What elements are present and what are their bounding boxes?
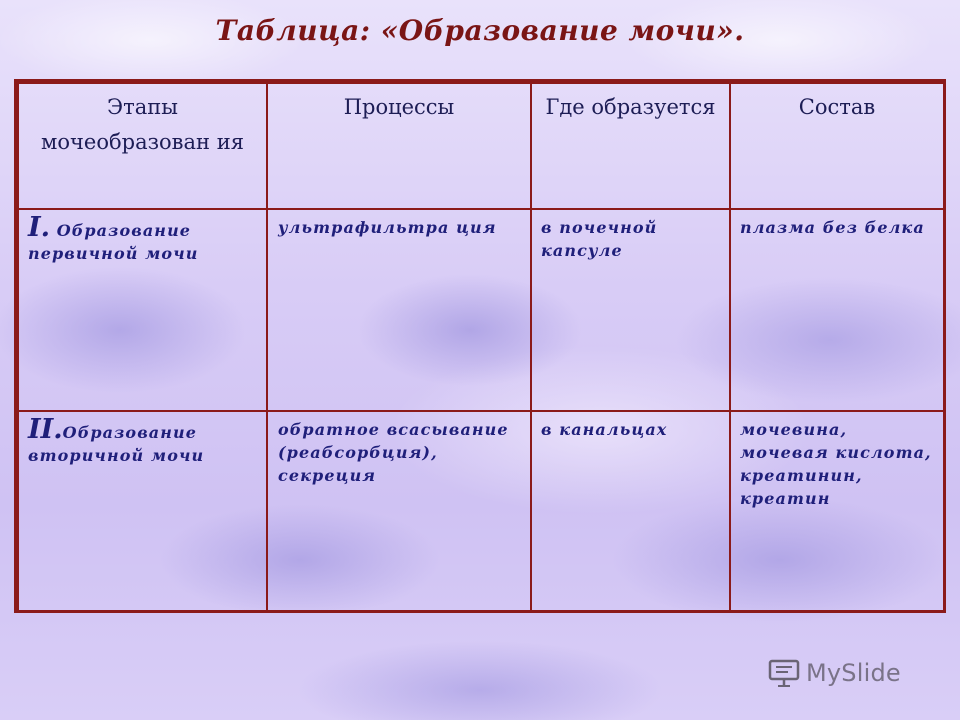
stage-cell: [18, 411, 267, 611]
stage-cell: [18, 209, 267, 411]
header-processes: Процессы: [267, 83, 531, 209]
urine-formation-table: [14, 79, 946, 613]
watermark-text: MySlide: [806, 659, 901, 687]
header-stages: Этапы мочеобразован ия: [18, 83, 267, 209]
presentation-board-icon: [768, 659, 800, 687]
stage-text: Образование вторичной мочи: [28, 423, 205, 465]
table-row: [18, 411, 944, 611]
process-cell: ультрафильтра ция: [267, 209, 531, 411]
header-composition: Состав: [730, 83, 944, 209]
process-cell: обратное всасывание (реабсорбция), секреция: [267, 411, 531, 611]
table-header-row: [18, 83, 944, 209]
table-row: [18, 209, 944, 411]
stage-number: II.: [28, 414, 63, 445]
header-location: Где образуется: [531, 83, 730, 209]
myslide-logo: [768, 657, 901, 689]
location-cell: в почечной капсуле: [531, 209, 730, 411]
stage-text: Образование первичной мочи: [28, 221, 199, 263]
composition-cell: мочевина, мочевая кислота, креатинин, креатин: [730, 411, 944, 611]
location-cell: в канальцах: [531, 411, 730, 611]
slide-title: Таблица: «Образование мочи».: [215, 14, 745, 47]
stage-number: I.: [28, 212, 51, 243]
composition-cell: плазма без белка: [730, 209, 944, 411]
